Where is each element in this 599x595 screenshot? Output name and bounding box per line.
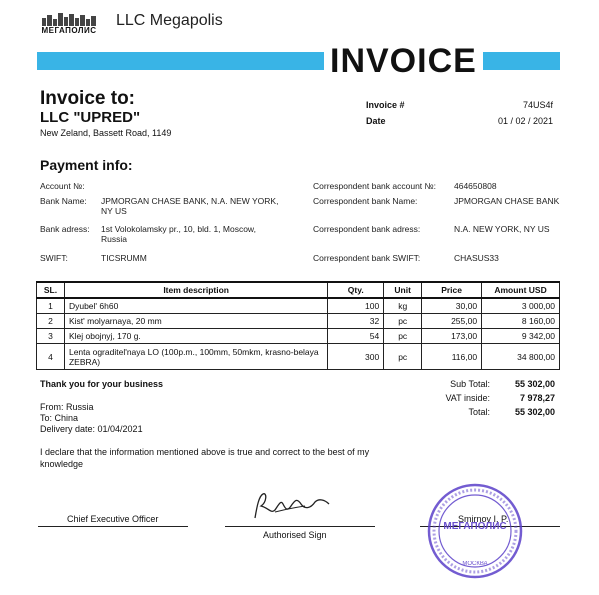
corr-swift-label: Correspondent bank SWIFT: xyxy=(313,253,421,263)
cell-unit: kg xyxy=(384,298,422,314)
accent-bar-left xyxy=(37,52,324,70)
total-value: 55 302,00 xyxy=(514,407,555,417)
account-label: Account №: xyxy=(40,181,85,191)
cell-price: 116,00 xyxy=(422,344,482,370)
subtotal-value: 55 302,00 xyxy=(514,379,555,389)
bank-name-label: Bank Name: xyxy=(40,196,87,206)
swift-value: TICSRUMM xyxy=(101,253,147,263)
ceo-title: Chief Executive Officer xyxy=(67,514,159,524)
ship-to: To: China xyxy=(40,413,79,423)
cell-qty: 100 xyxy=(328,298,384,314)
cell-sl: 3 xyxy=(37,329,65,344)
corr-address-label: Correspondent bank adress: xyxy=(313,224,421,234)
signer-name: Smirnov I. P. xyxy=(458,514,509,524)
cell-amount: 3 000,00 xyxy=(482,298,560,314)
stamp-city: МОСКВА xyxy=(462,561,488,567)
client-name: LLC "UPRED" xyxy=(40,109,141,126)
subtotal-label: Sub Total: xyxy=(450,379,490,389)
corr-swift-value: CHASUS33 xyxy=(454,253,499,263)
cell-description: Klej obojnyj, 170 g. xyxy=(64,329,327,344)
authorised-sign-label: Authorised Sign xyxy=(263,530,327,540)
cell-description: Lenta ograditel'naya LO (100p.m., 100mm, 50mkm, krasno-belaya ZEBRA) xyxy=(64,344,327,370)
total-label: Total: xyxy=(468,407,490,417)
cell-qty: 300 xyxy=(328,344,384,370)
vat-value: 7 978,27 xyxy=(519,393,555,403)
col-header-unit: Unit xyxy=(384,282,422,298)
invoice-to-heading: Invoice to: xyxy=(40,88,136,109)
corr-name-label: Correspondent bank Name: xyxy=(313,196,418,206)
cell-sl: 1 xyxy=(37,298,65,314)
cell-unit: pc xyxy=(384,344,422,370)
client-address: New Zeland, Bassett Road, 1149 xyxy=(40,128,172,138)
cell-price: 30,00 xyxy=(422,298,482,314)
table-row xyxy=(37,344,560,370)
accent-bar-right xyxy=(483,52,560,70)
cell-sl: 2 xyxy=(37,314,65,329)
bank-address-value: 1st Volokolamsky pr., 10, bld. 1, Moscow, Russia xyxy=(101,224,256,244)
cell-price: 173,00 xyxy=(422,329,482,344)
invoice-title: INVOICE xyxy=(330,42,477,80)
col-header-description: Item description xyxy=(64,282,327,298)
cell-description: Kist' molyarnaya, 20 mm xyxy=(64,314,327,329)
cell-sl: 4 xyxy=(37,344,65,370)
corr-address-value: N.A. NEW YORK, NY US xyxy=(454,224,550,234)
authorised-signature-line xyxy=(225,526,375,527)
corr-account-value: 464650808 xyxy=(454,181,497,191)
thank-you-note: Thank you for your business xyxy=(40,379,164,389)
table-row xyxy=(37,329,560,344)
cell-amount: 8 160,00 xyxy=(482,314,560,329)
declaration-text: I declare that the information mentioned above is true and correct to the best of my knowledge xyxy=(40,447,370,469)
bank-address-label: Bank adress: xyxy=(40,224,90,234)
items-table xyxy=(36,281,560,370)
swift-label: SWIFT: xyxy=(40,253,68,263)
corr-account-label: Correspondent bank account №: xyxy=(313,181,436,191)
company-logo xyxy=(40,12,98,36)
col-header-price: Price xyxy=(422,282,482,298)
date-value: 01 / 02 / 2021 xyxy=(497,116,553,126)
table-row xyxy=(37,314,560,329)
cell-amount: 34 800,00 xyxy=(482,344,560,370)
cell-unit: pc xyxy=(384,314,422,329)
col-header-qty: Qty. xyxy=(328,282,384,298)
table-row xyxy=(37,298,560,314)
delivery-date: Delivery date: 01/04/2021 xyxy=(40,424,143,434)
cell-amount: 9 342,00 xyxy=(482,329,560,344)
corr-name-value: JPMORGAN CHASE BANK xyxy=(454,196,560,206)
col-header-sl: SL. xyxy=(37,282,65,298)
cell-qty: 54 xyxy=(328,329,384,344)
cell-unit: pc xyxy=(384,329,422,344)
invoice-number-label: Invoice # xyxy=(366,100,405,110)
logo-text: МЕГАПОЛИС xyxy=(41,26,97,35)
payment-info-heading: Payment info: xyxy=(40,157,133,173)
invoice-number-value: 74US4f xyxy=(522,100,553,110)
cell-description: Dyubel' 6h60 xyxy=(64,298,327,314)
ceo-signature-line xyxy=(38,526,188,527)
date-label: Date xyxy=(366,116,386,126)
cell-qty: 32 xyxy=(328,314,384,329)
table-header-row xyxy=(37,282,560,298)
col-header-amount: Amount USD xyxy=(482,282,560,298)
company-name: LLC Megapolis xyxy=(116,12,223,29)
company-stamp xyxy=(427,483,523,584)
bank-name-value: JPMORGAN CHASE BANK, N.A. NEW YORK, NY US xyxy=(101,196,279,216)
handwritten-signature xyxy=(245,490,335,531)
stamp-text: МЕГАПОЛИС xyxy=(443,521,507,532)
ship-from: From: Russia xyxy=(40,402,94,412)
vat-label: VAT inside: xyxy=(445,393,490,403)
cell-price: 255,00 xyxy=(422,314,482,329)
